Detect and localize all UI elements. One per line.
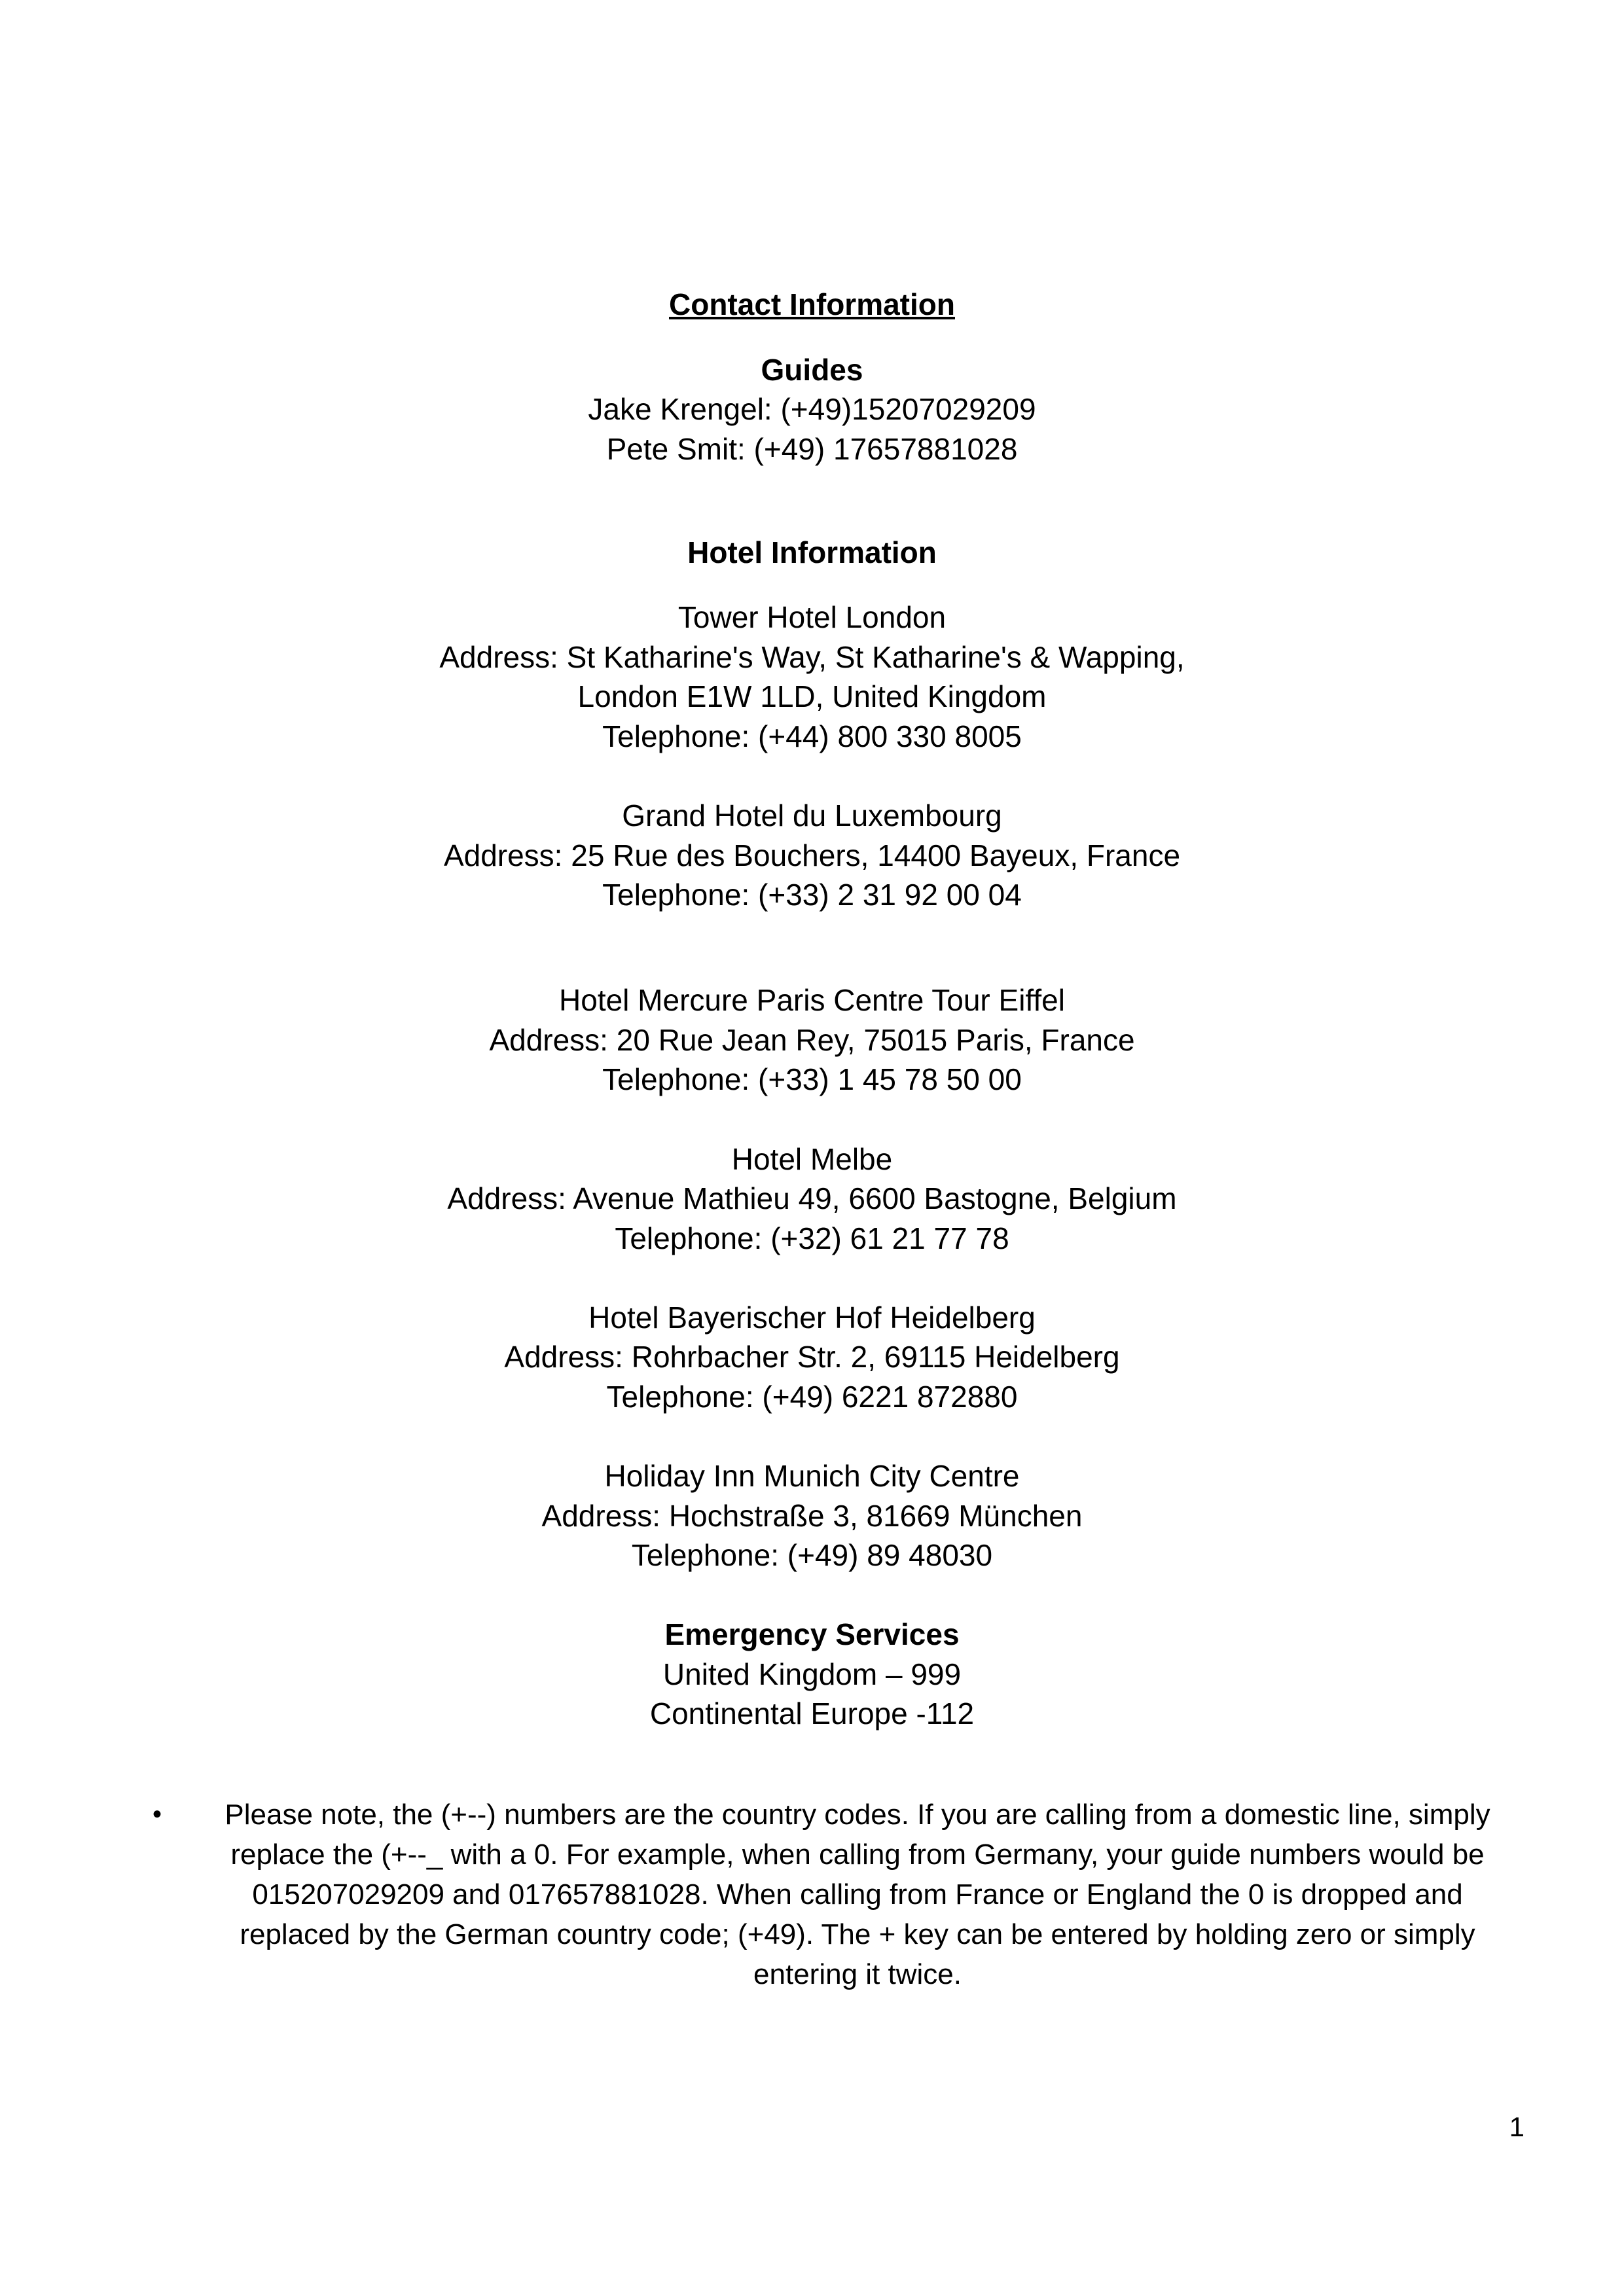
hotel-address-mercure-paris: Address: 20 Rue Jean Rey, 75015 Paris, France — [489, 1023, 1135, 1057]
hotel-telephone-grand-luxembourg: Telephone: (+33) 2 31 92 00 04 — [602, 878, 1022, 912]
hotel-address-bayerischer-hof: Address: Rohrbacher Str. 2, 69115 Heidelberg — [504, 1340, 1120, 1374]
hotel-name-bayerischer-hof: Hotel Bayerischer Hof Heidelberg — [588, 1300, 1036, 1335]
hotel-telephone-melbe: Telephone: (+32) 61 21 77 78 — [615, 1221, 1009, 1255]
page-number: 1 — [1509, 2111, 1525, 2142]
hotel-address-holiday-inn-munich: Address: Hochstraße 3, 81669 München — [541, 1499, 1083, 1533]
hotel-name-holiday-inn-munich: Holiday Inn Munich City Centre — [604, 1459, 1020, 1493]
hotel-telephone-holiday-inn-munich: Telephone: (+49) 89 48030 — [631, 1538, 993, 1572]
hotel-address-melbe: Address: Avenue Mathieu 49, 6600 Bastogne, Belgium — [447, 1181, 1177, 1215]
hotel-telephone-bayerischer-hof: Telephone: (+49) 6221 872880 — [606, 1380, 1018, 1414]
emergency-heading: Emergency Services — [664, 1617, 960, 1651]
hotel-address-tower-1: Address: St Katharine's Way, St Katharine's & Wapping, — [439, 640, 1185, 674]
hotel-telephone-mercure-paris: Telephone: (+33) 1 45 78 50 00 — [602, 1062, 1022, 1096]
hotel-name-mercure-paris: Hotel Mercure Paris Centre Tour Eiffel — [559, 983, 1065, 1017]
page-title: Contact Information — [669, 287, 955, 321]
country-code-note: Please note, the (+--) numbers are the country codes. If you are calling from a domestic line, simply replace the (+--_ with a 0. For example, when calling from Germany, your guide numbers would be 015207029209 and 017657881028. When calling from France or England the 0 is dropped and replaced by the German country code; (+49). The + key can be entered by holding zero or simply entering it twice. — [225, 1799, 1490, 1990]
hotel-info-heading: Hotel Information — [687, 535, 937, 569]
hotel-telephone-tower: Telephone: (+44) 800 330 8005 — [602, 719, 1022, 753]
emergency-europe: Continental Europe -112 — [649, 1696, 975, 1731]
hotel-name-grand-luxembourg: Grand Hotel du Luxembourg — [622, 798, 1002, 833]
hotel-name-tower: Tower Hotel London — [677, 600, 947, 634]
hotel-address-tower-2: London E1W 1LD, United Kingdom — [577, 679, 1047, 713]
guide-contact-pete: Pete Smit: (+49) 17657881028 — [606, 432, 1018, 466]
guide-contact-jake: Jake Krengel: (+49)15207029209 — [588, 392, 1036, 426]
guides-heading: Guides — [761, 353, 863, 387]
note-bullet: • — [153, 1800, 162, 1829]
hotel-address-grand-luxembourg: Address: 25 Rue des Bouchers, 14400 Bayeux, France — [443, 838, 1181, 872]
emergency-uk: United Kingdom – 999 — [662, 1657, 962, 1691]
hotel-name-melbe: Hotel Melbe — [731, 1142, 893, 1176]
